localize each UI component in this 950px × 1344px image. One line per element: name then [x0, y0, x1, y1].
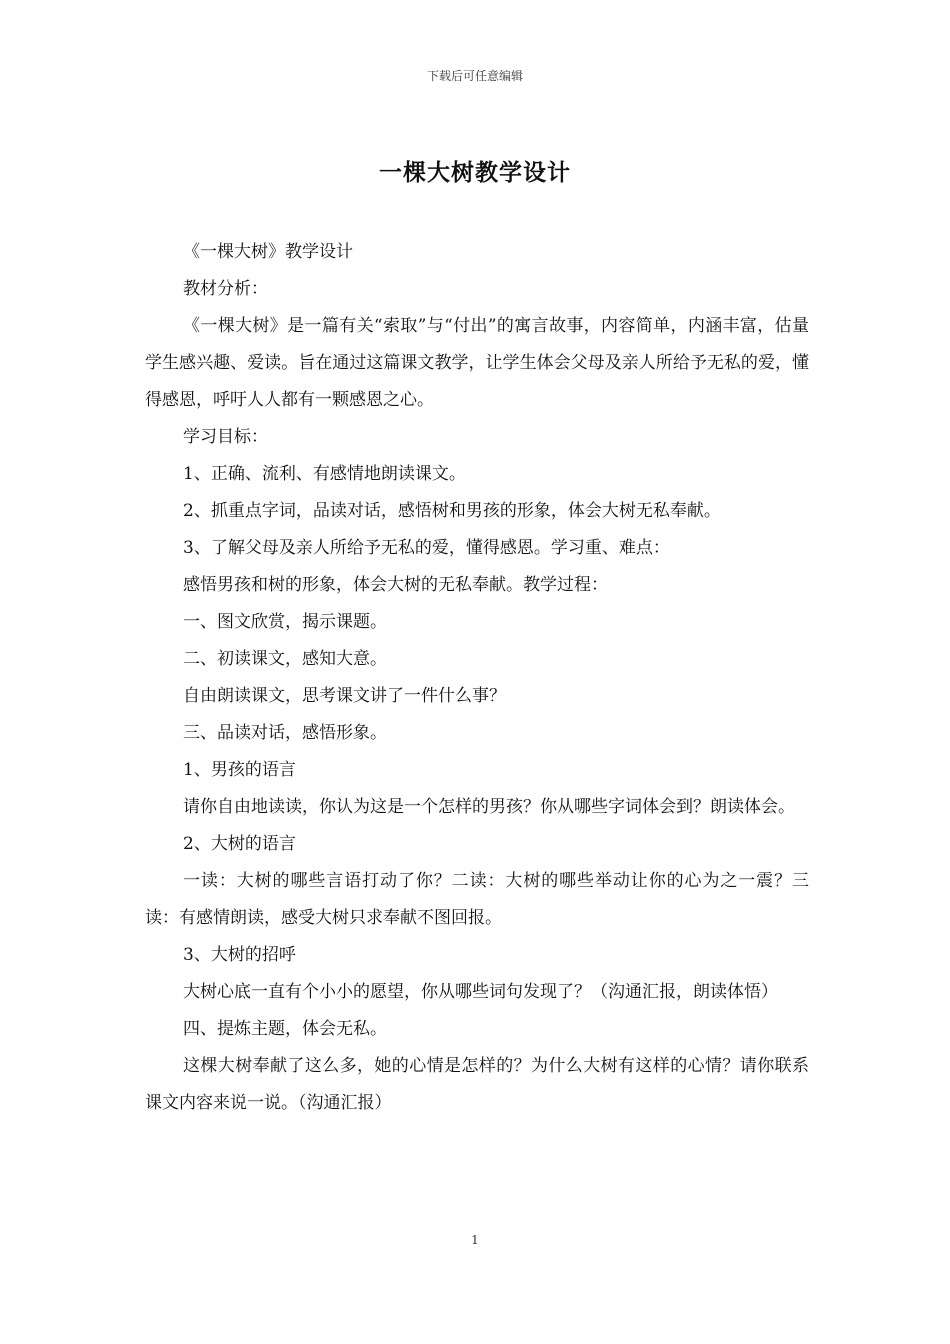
paragraph-tree-language-heading: 2、大树的语言 — [183, 834, 296, 854]
paragraph-step-4: 四、提炼主题，体会无私。 — [183, 1019, 387, 1039]
paragraph-step-4-detail: 这棵大树奉献了这么多，她的心情是怎样的？为什么大树有这样的心情？请你联系课文内容来说一说。（沟通汇报） — [145, 1056, 809, 1113]
paragraph-material-analysis-heading: 教材分析： — [183, 279, 268, 299]
paragraph-step-2: 二、初读课文，感知大意。 — [183, 649, 387, 669]
paragraph-tree-call-heading: 3、大树的招呼 — [183, 945, 296, 965]
paragraph-learning-goals-heading: 学习目标： — [183, 427, 268, 447]
paragraph-step-3: 三、品读对话，感悟形象。 — [183, 723, 387, 743]
paragraph-goal-2: 2、抓重点字词，品读对话，感悟树和男孩的形象，体会大树无私奉献。 — [183, 501, 721, 521]
paragraph-tree-language: 一读：大树的哪些言语打动了你？二读：大树的哪些举动让你的心为之一震？三读：有感情朗读，感受大树只求奉献不图回报。 — [145, 871, 809, 928]
paragraph-boy-language: 请你自由地读读，你认为这是一个怎样的男孩？你从哪些字词体会到？朗读体会。 — [183, 797, 795, 817]
document-body — [145, 234, 809, 1122]
paragraph-tree-call: 大树心底一直有个小小的愿望，你从哪些词句发现了？（沟通汇报，朗读体悟） — [183, 982, 778, 1002]
paragraph-goal-3: 3、了解父母及亲人所给予无私的爱，懂得感恩。学习重、难点： — [183, 538, 670, 558]
document-title: 一棵大树教学设计 — [379, 159, 571, 186]
paragraph-step-2-detail: 自由朗读课文，思考课文讲了一件什么事？ — [183, 686, 506, 706]
header-note: 下载后可任意编辑 — [426, 69, 523, 83]
page-number: 1 — [471, 1233, 479, 1247]
paragraph-step-1: 一、图文欣赏，揭示课题。 — [183, 612, 387, 632]
paragraph-boy-language-heading: 1、男孩的语言 — [183, 760, 296, 780]
paragraph-article-title: 《一棵大树》教学设计 — [183, 242, 353, 262]
paragraph-goal-1: 1、正确、流利、有感情地朗读课文。 — [183, 464, 466, 484]
paragraph-key-points: 感悟男孩和树的形象，体会大树的无私奉献。教学过程： — [183, 575, 608, 595]
paragraph-material-analysis: 《一棵大树》是一篇有关“索取”与“付出”的寓言故事，内容简单，内涵丰富，估量学生感兴趣、爱读。旨在通过这篇课文教学，让学生体会父母及亲人所给予无私的爱，懂得感恩，呼吁人人都有一颗感恩之心。 — [145, 316, 809, 410]
